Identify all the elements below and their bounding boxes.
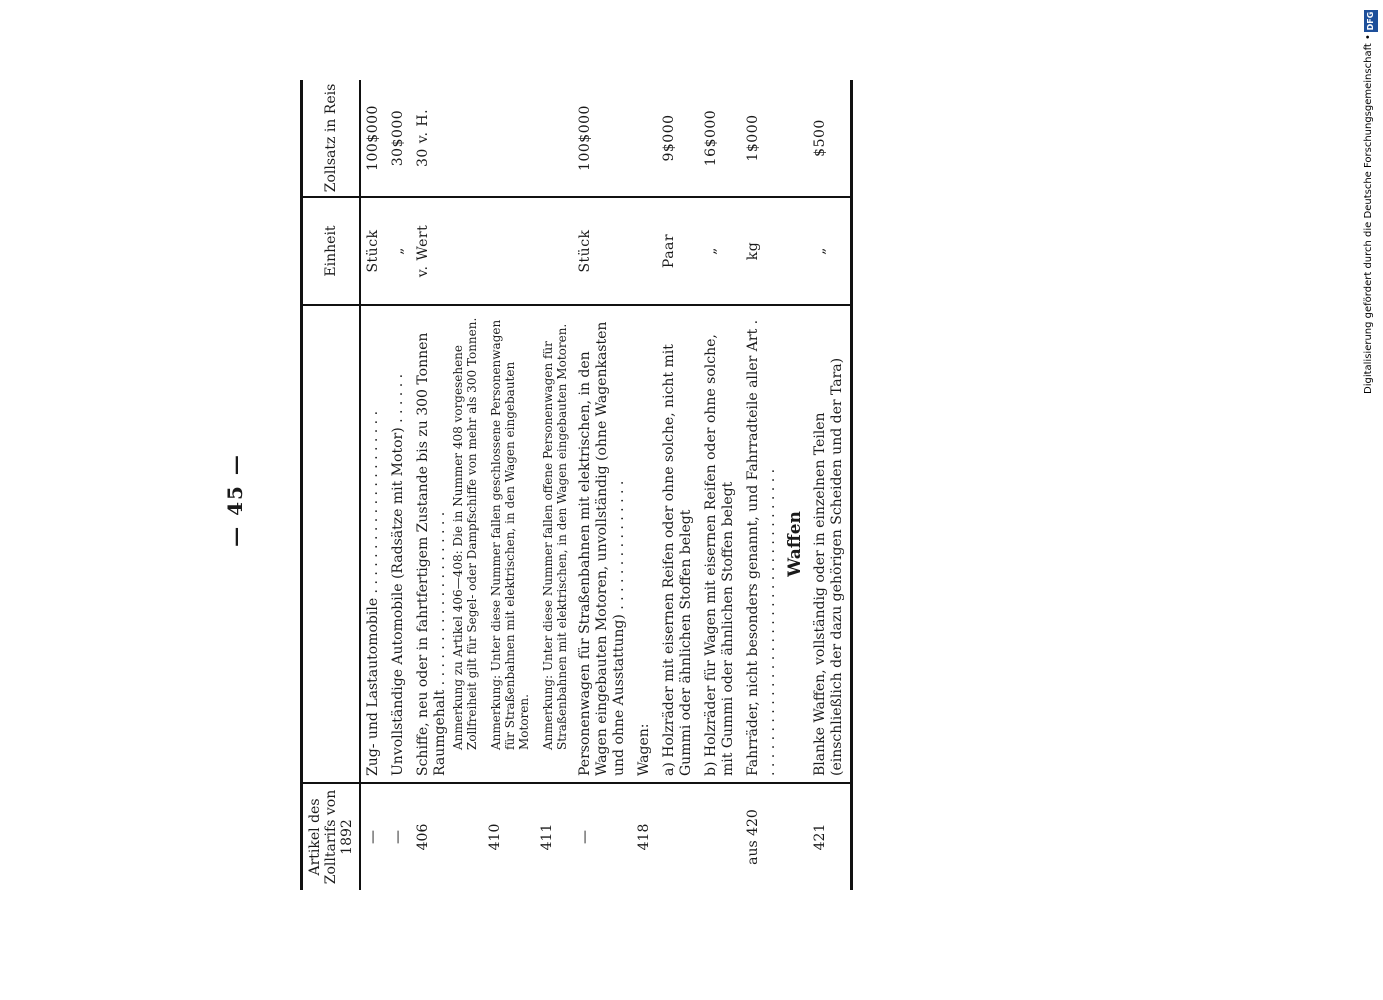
row-article: 406 — [411, 783, 483, 890]
row-rate — [483, 80, 535, 197]
table-row — [657, 80, 699, 890]
row-description: a) Holzräder mit eisernen Reifen oder ohne solche, nicht mit Gummi oder ähnlichen Stoffen belegt — [657, 305, 699, 783]
row-rate — [632, 80, 657, 197]
row-rate — [535, 80, 573, 197]
row-unit — [535, 197, 573, 305]
row-description: Wagen: — [632, 305, 657, 783]
row-article — [699, 783, 741, 890]
dfg-logo: DFG — [1364, 10, 1378, 32]
row-rate: $500 — [812, 119, 828, 157]
row-article: 411 — [535, 783, 573, 890]
row-unit: Stück — [573, 197, 632, 305]
tariff-table — [300, 80, 853, 890]
row-unit: „ — [699, 197, 741, 305]
row-unit: kg — [741, 197, 783, 305]
table-header-row — [302, 80, 361, 890]
row-rate: 30 v. H. — [415, 108, 431, 168]
row-description: b) Holzräder für Wagen mit eisernen Reifen oder ohne solche, mit Gummi oder ähnlichen Stoffen belegt — [699, 305, 741, 783]
table-row — [411, 80, 483, 890]
row-unit: Stück — [360, 197, 386, 305]
row-article: — — [386, 783, 411, 890]
row-unit — [632, 197, 657, 305]
row-unit: „ — [386, 197, 411, 305]
row-article — [657, 783, 699, 890]
row-rate: 9$000 — [661, 114, 677, 162]
row-description: Schiffe, neu oder in fahrtfertigem Zustande bis zu 300 Tonnen Raumgehalt . . . . . . . . . . . . . . . . . . . . — [415, 332, 448, 776]
row-article: 410 — [483, 783, 535, 890]
row-article: aus 420 — [741, 783, 783, 890]
table-row — [808, 80, 852, 890]
table-row — [741, 80, 783, 890]
row-description: Unvollständige Automobile (Radsätze mit Motor) . . . . . . — [386, 305, 411, 783]
table-row — [483, 80, 535, 890]
row-rate: 30$000 — [390, 109, 406, 167]
row-unit: Paar — [657, 197, 699, 305]
row-description: Zug- und Lastautomobile . . . . . . . . . . . . . . . . . . . . . — [360, 305, 386, 783]
row-description-cell — [535, 305, 573, 783]
row-rate: 100$000 — [577, 105, 593, 171]
rotated-page — [205, 83, 1205, 890]
row-rate: 100$000 — [365, 105, 381, 171]
header-rate: Zollsatz in Reis — [302, 80, 361, 197]
table-row — [360, 80, 386, 890]
section-heading-row — [783, 80, 808, 890]
digitization-credit — [1359, 6, 1383, 406]
table-row — [573, 80, 632, 890]
row-description-cell — [483, 305, 535, 783]
row-note: Anmerkung zu Artikel 406—408: Die in Nummer 408 vorgesehene Zollfreiheit gilt für Segel- oder Dampfschiffe von mehr als 300 Tonnen. — [451, 317, 479, 750]
row-description-cell — [411, 305, 483, 783]
row-note: Anmerkung: Unter diese Nummer fallen offene Personenwagen für Straßenbahnen mit elektrischen, in den Wagen eingebauten Motoren. — [541, 323, 569, 750]
row-rate: 1$000 — [745, 114, 761, 162]
section-heading: Waffen — [783, 305, 808, 783]
header-unit: Einheit — [302, 197, 361, 305]
header-description — [302, 305, 361, 783]
row-unit: „ — [808, 197, 852, 305]
row-description: Blanke Waffen, vollständig oder in einzelnen Teilen (einschließlich der dazu gehörigen Scheiden und der Tara) — [808, 305, 852, 783]
row-unit — [483, 197, 535, 305]
row-article: — — [360, 783, 386, 890]
row-description: Fahrräder, nicht besonders genannt, und Fahrradteile aller Art . . . . . . . . . . . . . . . . . . . . . . . . . . . . . . . . . . . . — [741, 305, 783, 783]
page-number: — 45 — — [223, 453, 247, 547]
row-description: Personenwagen für Straßenbahnen mit elektrischen, in den Wagen eingebauten Motoren, unvollständig (ohne Wagenkasten und ohne Ausstattung) . . . . . . . . . . . . . . . — [573, 305, 632, 783]
table-row — [699, 80, 741, 890]
credit-text: Digitalisierung gefördert durch die Deutsche Forschungsgemeinschaft • — [1363, 34, 1374, 394]
header-article: Artikel des Zolltarifs von 1892 — [302, 783, 361, 890]
row-unit: v. Wert — [411, 197, 483, 305]
row-article: 421 — [808, 783, 852, 890]
row-note: Anmerkung: Unter diese Nummer fallen geschlossene Personenwagen für Straßenbahnen mit elektrischen, in den Wagen eingebauten Motoren. — [489, 319, 531, 750]
table-row — [386, 80, 411, 890]
row-article: — — [573, 783, 632, 890]
table-row — [632, 80, 657, 890]
table-row — [535, 80, 573, 890]
row-article: 418 — [632, 783, 657, 890]
row-rate: 16$000 — [703, 109, 719, 167]
